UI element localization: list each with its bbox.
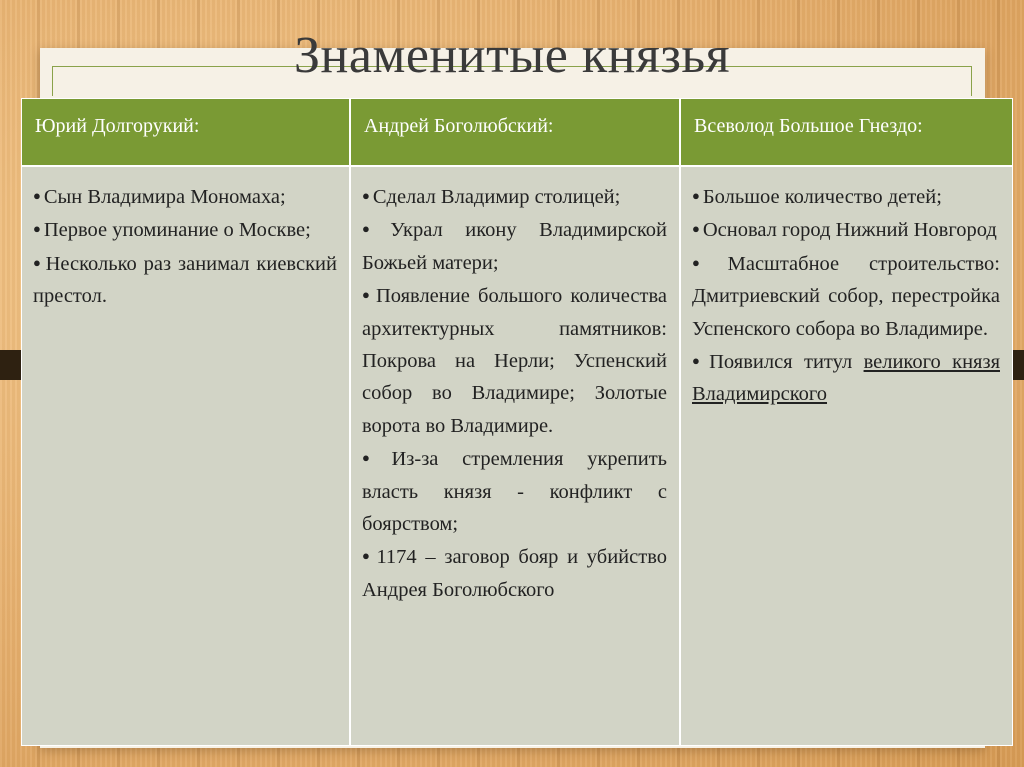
cell-yuri-dolgoruky (22, 167, 351, 745)
cell-andrei-bogolyubsky (351, 167, 681, 745)
bullet-icon: ● (33, 254, 43, 270)
fact-item: ● Масштабное строительство: Дмитриевский собор, перестройка Успенского собора во Владимире. (692, 252, 1000, 340)
fact-item: ● Появление большого количества архитектурных памятников: Покрова на Нерли; Успенский собор во Владимире; Золотые ворота во Владимире. (362, 285, 667, 437)
fact-item: ● Из-за стремления укрепить власть князя - конфликт с боярством; (362, 448, 667, 536)
fact-item: ● Сын Владимира Мономаха; (33, 186, 286, 208)
bullet-icon: ● (362, 188, 370, 203)
header-yuri-dolgoruky: Юрий Долгорукий: (22, 99, 351, 167)
bullet-icon: ● (362, 221, 388, 237)
fact-item: ● Сделал Владимир столицей; (362, 186, 621, 208)
bullet-icon: ● (33, 221, 41, 237)
fact-list (33, 180, 337, 313)
bullet-icon: ● (692, 353, 707, 369)
bullet-icon: ● (692, 188, 700, 203)
header-andrei-bogolyubsky: Андрей Боголюбский: (351, 99, 681, 167)
bullet-icon: ● (692, 221, 700, 237)
bullet-icon: ● (362, 548, 374, 564)
header-vsevolod-big-nest: Всеволод Большое Гнездо: (681, 99, 1012, 167)
slide-title: Знаменитые князья (293, 27, 731, 84)
fact-item: ● Первое упоминание о Москве; (33, 219, 311, 242)
bullet-icon: ● (692, 254, 725, 270)
princes-table (21, 98, 1013, 746)
bullet-icon: ● (362, 450, 389, 466)
fact-list (692, 180, 1000, 411)
fact-item: ● Украл икону Владимирской Божьей матери; (362, 219, 667, 274)
fact-item: ● 1174 – заговор бояр и убийство Андрея Боголюбского (362, 546, 667, 601)
bullet-icon: ● (33, 188, 41, 203)
fact-list (362, 180, 667, 606)
grand-prince-title: великого князя Владимирского (692, 351, 1000, 406)
bullet-icon: ● (362, 287, 373, 303)
fact-item: ● Появился титул великого князя Владимирского (692, 351, 1000, 406)
fact-item: ● Основал город Нижний Новгород (692, 219, 997, 242)
fact-item: ● Большое количество детей; (692, 186, 942, 208)
cell-vsevolod-big-nest (681, 167, 1012, 745)
fact-item: ● Несколько раз занимал киевский престол. (33, 252, 337, 308)
